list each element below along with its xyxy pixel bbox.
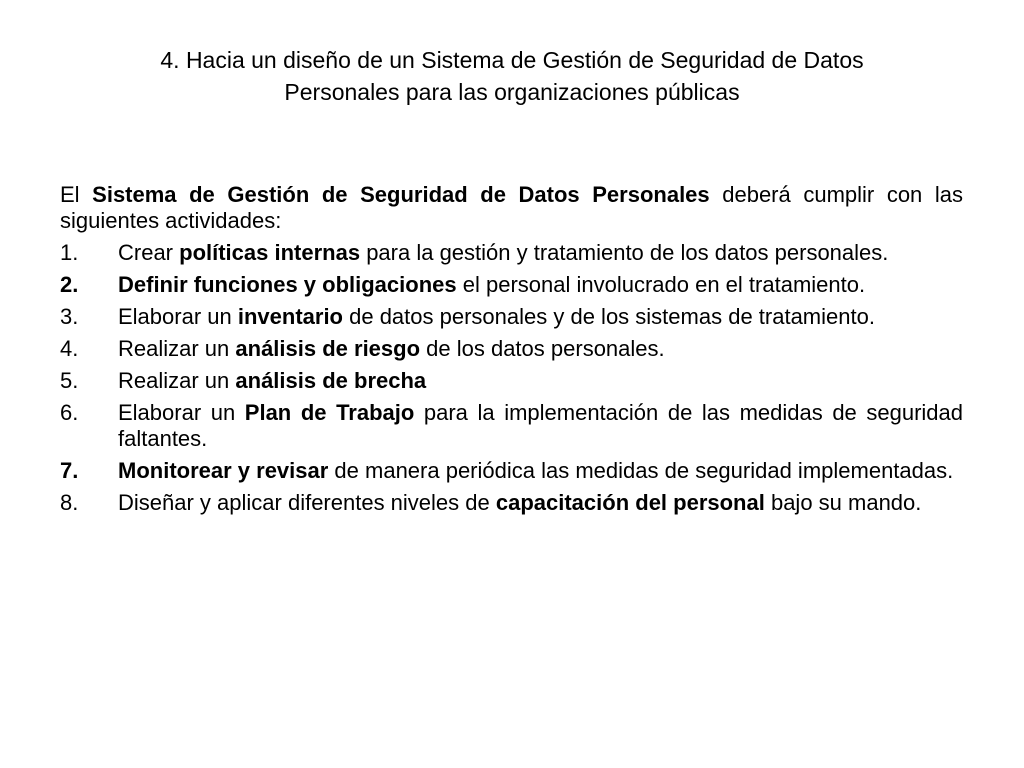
item-text-bold: análisis de brecha [235, 368, 427, 393]
item-text-post: para la gestión y tratamiento de los datos personales. [360, 240, 889, 265]
item-text-pre: Diseñar y aplicar diferentes niveles de [118, 490, 496, 515]
item-text-pre: Elaborar un [118, 400, 245, 425]
list-item [60, 336, 963, 362]
list-item [60, 458, 963, 484]
item-text-bold: Plan de Trabajo [244, 400, 415, 425]
list-item [60, 368, 963, 394]
activity-list [60, 240, 963, 516]
item-text-bold: capacitación del personal [495, 490, 765, 515]
item-number: 2. [60, 272, 79, 297]
list-item [60, 272, 963, 298]
item-text-pre: Realizar un [118, 336, 236, 361]
item-text-bold: Monitorear y revisar [118, 458, 329, 483]
item-number: 4. [60, 336, 79, 361]
list-item [60, 400, 963, 452]
intro-paragraph [60, 182, 963, 234]
item-text-bold: inventario [237, 304, 343, 329]
item-text-post: de manera periódica las medidas de seguridad implementadas. [328, 458, 954, 483]
item-number: 5. [60, 368, 79, 393]
item-text-post: de datos personales y de los sistemas de tratamiento. [343, 304, 875, 329]
item-text-pre: Elaborar un [118, 304, 238, 329]
item-number: 3. [60, 304, 79, 329]
item-text-bold: Definir funciones y obligaciones [118, 272, 457, 297]
intro-text-bold: Sistema de Gestión de Seguridad de Datos Personales [92, 182, 710, 207]
item-text-post: de los datos personales. [420, 336, 665, 361]
intro-text-post: deberá cumplir con las siguientes actividades: [60, 182, 963, 233]
slide-title [70, 44, 954, 108]
item-text-post: el personal involucrado en el tratamiento. [456, 272, 866, 297]
list-item [60, 490, 963, 516]
item-text-bold: análisis de riesgo [235, 336, 421, 361]
item-text-pre: Crear [118, 240, 180, 265]
item-number: 6. [60, 400, 79, 425]
slide-body [60, 182, 963, 522]
intro-text-pre: El [60, 182, 93, 207]
list-item [60, 240, 963, 266]
title-line-2: Personales para las organizaciones públicas [284, 79, 740, 105]
item-number: 1. [60, 240, 79, 265]
list-item [60, 304, 963, 330]
item-text-bold: políticas internas [179, 240, 361, 265]
item-text-post: para la implementación de las medidas de seguridad faltantes. [118, 400, 963, 451]
item-text-post: bajo su mando. [764, 490, 922, 515]
item-number: 7. [60, 458, 79, 483]
item-number: 8. [60, 490, 79, 515]
item-text-pre: Realizar un [118, 368, 236, 393]
title-line-1: 4. Hacia un diseño de un Sistema de Gestión de Seguridad de Datos [160, 47, 864, 73]
